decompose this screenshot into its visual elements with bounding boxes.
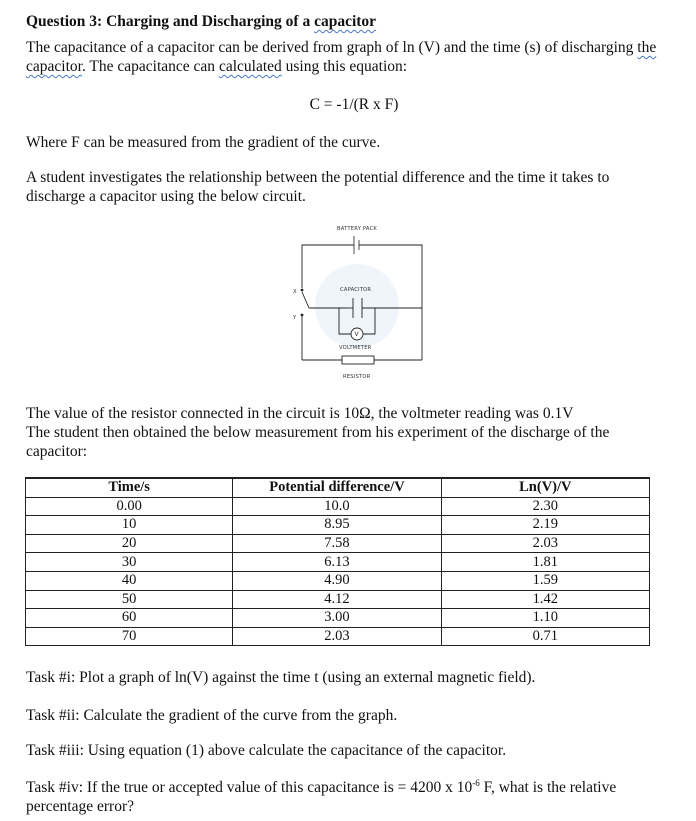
voltmeter-label: VOLTMETER <box>339 345 372 351</box>
investigation-line-2: discharge a capacitor using the below circuit. <box>26 188 306 205</box>
task-2: Task #ii: Calculate the gradient of the curve from the graph. <box>26 707 398 724</box>
task-4-text-a: Task #iv: If the true or accepted value of this capacitance is = 4200 x 10 <box>26 779 473 796</box>
table-row <box>26 497 650 516</box>
cell-ln-v: 2.19 <box>441 516 649 535</box>
intro-line-1-text: The capacitance of a capacitor can be derived from graph of ln (V) and the time (s) of discharging <box>26 39 638 56</box>
where-line: Where F can be measured from the gradient of the curve. <box>26 134 381 151</box>
cell-time: 60 <box>26 609 233 628</box>
cell-time: 50 <box>26 590 233 609</box>
table-row <box>26 590 650 609</box>
question-title-prefix: Question 3: Charging and Discharging of a <box>26 13 315 30</box>
cell-time: 40 <box>26 571 233 590</box>
table-row <box>26 627 650 646</box>
table-row <box>26 534 650 553</box>
table-row <box>26 609 650 628</box>
voltmeter-v: V <box>354 331 359 338</box>
cell-time: 0.00 <box>26 497 233 516</box>
measurement-table <box>25 477 650 646</box>
switch-y-label: Y <box>293 315 297 321</box>
measurement-line-1: The student then obtained the below measurement from his experiment of the discharge of the <box>26 424 610 441</box>
cell-ln-v: 1.81 <box>441 553 649 572</box>
resistor-symbol <box>342 356 374 364</box>
battery-symbol <box>354 236 359 254</box>
circuit-diagram <box>285 222 430 387</box>
question-title-capacitor: capacitor <box>314 13 377 30</box>
task-4-line-1 <box>26 778 616 797</box>
cell-potential: 7.58 <box>233 534 441 553</box>
cell-ln-v: 1.10 <box>441 609 649 628</box>
task-4-text-b: F, what is the relative <box>479 779 617 796</box>
cell-potential: 4.90 <box>233 571 441 590</box>
intro-line-2 <box>26 57 407 76</box>
cell-time: 20 <box>26 534 233 553</box>
battery-pack-label: BATTERY PACK <box>337 226 377 232</box>
task-4-line-2: percentage error? <box>26 798 134 815</box>
table-header-row <box>26 478 650 497</box>
intro-line-1 <box>26 38 656 57</box>
cell-potential: 2.03 <box>233 627 441 646</box>
table-row <box>26 571 650 590</box>
question-title <box>26 12 376 31</box>
cell-potential: 6.13 <box>233 553 441 572</box>
cell-time: 70 <box>26 627 233 646</box>
switch-contact-y <box>301 314 304 317</box>
cell-ln-v: 2.30 <box>441 497 649 516</box>
capacitance-formula: C = -1/(R x F) <box>309 96 399 113</box>
resistor-line: The value of the resistor connected in the circuit is 10Ω, the voltmeter reading was 0.1V <box>26 405 574 422</box>
cell-ln-v: 1.59 <box>441 571 649 590</box>
capacitor-label: CAPACITOR <box>340 287 372 293</box>
cell-time: 30 <box>26 553 233 572</box>
intro-line-2-end: using this equation: <box>281 58 408 75</box>
task-3: Task #iii: Using equation (1) above calculate the capacitance of the capacitor. <box>26 742 507 759</box>
cell-potential: 10.0 <box>233 497 441 516</box>
resistor-label: RESISTOR <box>343 374 371 380</box>
switch-contact-x <box>301 289 304 292</box>
cell-potential: 3.00 <box>233 609 441 628</box>
table-row <box>26 553 650 572</box>
cell-ln-v: 0.71 <box>441 627 649 646</box>
header-potential-difference: Potential difference/V <box>233 478 441 497</box>
intro-line-2-calculated: calculated <box>218 58 282 75</box>
task-4-exponent: -6 <box>472 777 480 788</box>
measurement-line-2: capacitor: <box>26 443 88 460</box>
switch-x-label: X <box>293 289 297 295</box>
intro-line-2-capacitor: capacitor <box>26 58 82 75</box>
cell-ln-v: 2.03 <box>441 534 649 553</box>
circuit-svg <box>285 222 430 387</box>
cell-ln-v: 1.42 <box>441 590 649 609</box>
cell-potential: 8.95 <box>233 516 441 535</box>
intro-line-1-the: the <box>637 39 657 56</box>
header-ln-v: Ln(V)/V <box>441 478 649 497</box>
cell-potential: 4.12 <box>233 590 441 609</box>
cell-time: 10 <box>26 516 233 535</box>
intro-line-2-text: . The capacitance can <box>81 58 219 75</box>
investigation-line-1: A student investigates the relationship between the potential difference and the time it takes to <box>26 169 610 186</box>
header-time: Time/s <box>26 478 233 497</box>
task-1: Task #i: Plot a graph of ln(V) against the time t (using an external magnetic field). <box>26 669 536 686</box>
table-row <box>26 516 650 535</box>
